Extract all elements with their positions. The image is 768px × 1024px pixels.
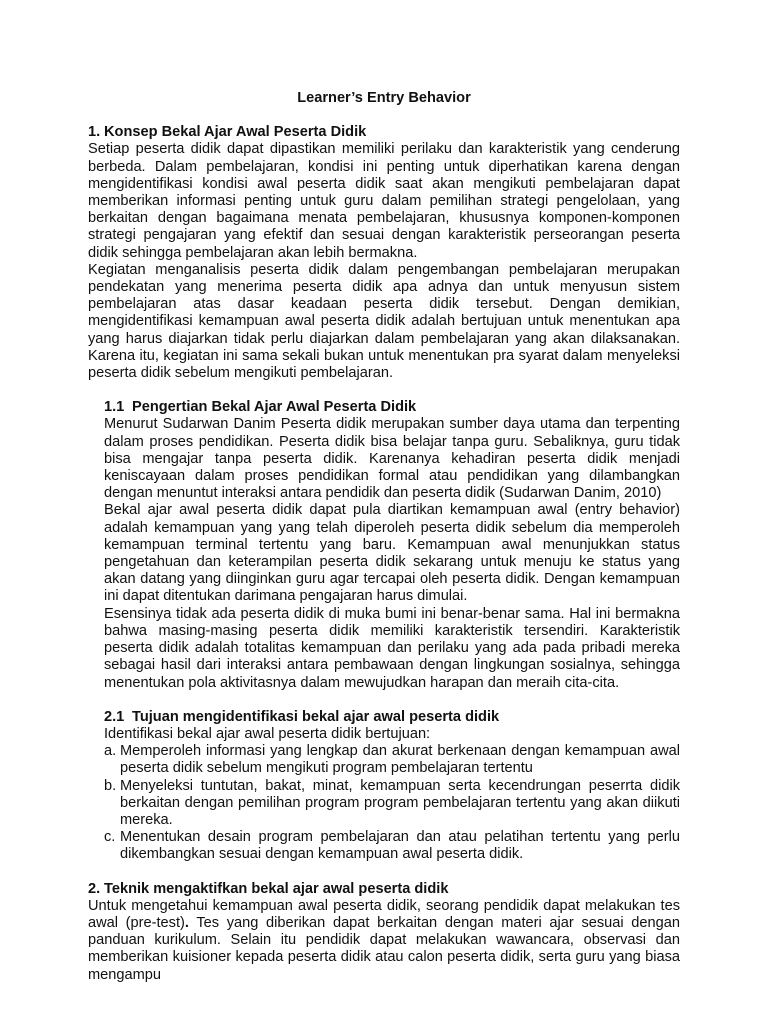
- section-2-paragraph: [88, 898, 680, 984]
- list-item: [104, 778, 680, 830]
- section-1-heading-text: Konsep Bekal Ajar Awal Peserta Didik: [104, 124, 367, 141]
- list-marker: b.: [104, 777, 117, 794]
- document-page: [88, 90, 680, 984]
- section-2-1-number: 2.1: [104, 708, 125, 725]
- section-2-1-heading-text: Tujuan mengidentifikasi bekal ajar awal peserta didik: [132, 708, 500, 725]
- list-item-text: Menyeleksi tuntutan, bakat, minat, kemampuan serta kecendrungan peserrta didik berkaitan dengan pemilihan program program pembelajaran tertentu yang akan diikuti mereka.: [120, 777, 680, 828]
- section-2-heading: [88, 881, 680, 898]
- section-2-heading-text: Teknik mengaktifkan bekal ajar awal peserta didik: [104, 880, 449, 897]
- section-1-1-heading-text: Pengertian Bekal Ajar Awal Peserta Didik: [132, 399, 417, 416]
- section-1-heading: [88, 124, 680, 141]
- list-item-text: Memperoleh informasi yang lengkap dan akurat berkenaan dengan kemampuan awal peserta didik sebelum mengikuti program pembelajaran tertentu: [120, 743, 680, 777]
- list-item: [104, 829, 680, 863]
- section-1-1-paragraph-2: Bekal ajar awal peserta didik dapat pula diartikan kemampuan awal (entry behavior) adalah kemampuan yang yang telah diperoleh peserta didik sebelum dia memperoleh kemampuan terminal tertentu yang baru. Kemampuan awal menunjukkan status pengetahuan dan keterampilan peserta didik sekarang untuk menuju ke status yang akan datang yang diinginkan guru agar tercapai oleh peserta didik. Dengan kemampuan ini dapat ditentukan darimana pengajaran harus dimulai.: [104, 502, 680, 605]
- section-2-number: 2.: [88, 880, 101, 897]
- document-title: Learner’s Entry Behavior: [297, 90, 471, 106]
- list-item: [104, 743, 680, 777]
- section-1-1-number: 1.1: [104, 399, 125, 416]
- section-2-paragraph-part-1: Untuk mengetahui kemampuan awal peserta didik, seorang pendidik dapat melakukan tes awal (pre-test): [88, 897, 680, 931]
- section-2-1-heading: [104, 709, 680, 726]
- section-2-paragraph-part-2: Tes yang diberikan dapat berkaitan dengan materi ajar sesuai dengan panduan kurikulum. Selain itu pendidik dapat melakukan wawancara, observasi dan memberikan kuisioner kepada peserta didik atau calon peserta didik, serta guru yang biasa mengampu: [88, 914, 680, 983]
- list-marker: c.: [104, 829, 116, 846]
- section-1-number: 1.: [88, 124, 101, 141]
- section-1-1-paragraph-3: Esensinya tidak ada peserta didik di muka bumi ini benar-benar sama. Hal ini bermakna bahwa masing-masing peserta didik memiliki karakteristik tersendiri. Karakteristik peserta didik adalah totalitas kemampuan dan perilaku yang ada pada pribadi mereka sebagai hasil dari interaksi antara pembawaan dengan lingkungan sosialnya, sehingga menentukan pola aktivitasnya dalam mewujudkan harapan dan meraih cita-cita.: [104, 605, 680, 691]
- section-1-paragraph-1: Setiap peserta didik dapat dipastikan memiliki perilaku dan karakteristik yang cenderung berbeda. Dalam pembelajaran, kondisi ini penting untuk diperhatikan karena dengan mengidentifikasi kondisi awal peserta didik saat akan mengikuti pembelajaran dapat memberikan informasi penting untuk guru dalam pemilihan strategi pengelolaan, yang berkaitan dengan bagaimana menata pembelajaran, khususnya komponen-komponen strategi pengajaran yang efektif dan sesuai dengan karakteristik perseorangan peserta didik sehingga pembelajaran akan lebih bermakna.: [88, 141, 680, 261]
- section-2-1-list: [104, 743, 680, 863]
- section-2-paragraph-bold-dot: .: [184, 914, 189, 931]
- section-1-1-paragraph-1: Menurut Sudarwan Danim Peserta didik merupakan sumber daya utama dan terpenting dalam proses pendidikan. Peserta didik bisa belajar tanpa guru. Sebaliknya, guru tidak bisa mengajar tanpa peserta didik. Karenanya kehadiran peserta didik menjadi keniscayaan dalam proses pendidikan formal atau pendidikan yang dilambangkan dengan menuntut interaksi antara pendidik dan peserta didik (Sudarwan Danim, 2010): [104, 416, 680, 502]
- list-item-text: Menentukan desain program pembelajaran dan atau pelatihan tertentu yang perlu dikembangkan sesuai dengan kemampuan awal peserta didik.: [120, 829, 680, 863]
- list-marker: a.: [104, 743, 117, 760]
- section-1-paragraph-2: Kegiatan menganalisis peserta didik dalam pengembangan pembelajaran merupakan pendekatan yang menerima peserta didik apa adnya dan untuk menyusun sistem pembelajaran atas dasar keadaan peserta didik tersebut. Dengan demikian, mengidentifikasi kemampuan awal peserta didik adalah bertujuan untuk menentukan apa yang harus diajarkan tidak perlu diajarkan dalam pembelajaran yang akan dilaksanakan. Karena itu, kegiatan ini sama sekali bukan untuk menentukan pra syarat dalam menyeleksi peserta didik sebelum mengikuti pembelajaran.: [88, 261, 680, 382]
- section-2-1-intro: Identifikasi bekal ajar awal peserta didik bertujuan:: [104, 725, 431, 742]
- section-1-1-heading: [104, 399, 680, 416]
